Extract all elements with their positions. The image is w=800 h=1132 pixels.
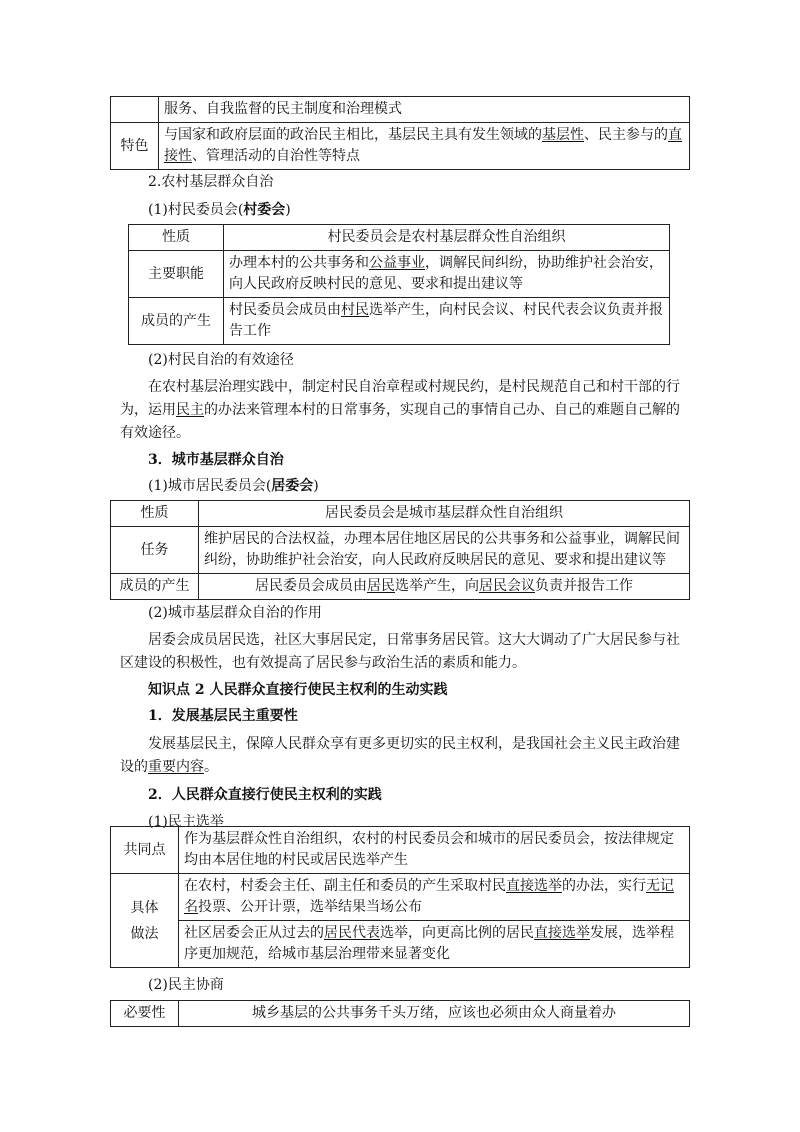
table-row xyxy=(111,97,690,123)
table-row xyxy=(111,874,690,921)
table-row xyxy=(111,827,690,874)
underlined-term: 基层性 xyxy=(542,127,584,143)
table-row xyxy=(129,225,670,251)
text-fragment: 、管理活动的自治性等特点 xyxy=(192,148,360,164)
row-label: 必要性 xyxy=(111,1001,179,1027)
row-label: 成员的产生 xyxy=(111,574,199,600)
subsection-heading xyxy=(148,476,319,496)
paragraph xyxy=(120,376,680,445)
table-row xyxy=(129,298,670,345)
text-fragment: 办理本村的公共事务和 xyxy=(229,255,369,271)
bold-term: 村委会 xyxy=(243,202,286,218)
underlined-term: 居民 xyxy=(367,578,395,594)
text-fragment: 发展基层民主，保障人民群众享有更多更切实的民主权利，是我国社会主义民主政治建设的 xyxy=(120,736,680,775)
underlined-term: 村民 xyxy=(341,302,369,318)
text-fragment: 社区居委会正从过去的 xyxy=(184,925,324,941)
table-cell xyxy=(179,921,690,968)
section-heading: 1．发展基层民主重要性 xyxy=(148,708,298,724)
section-heading: 2．人民群众直接行使民主权利的实践 xyxy=(148,787,382,803)
subsection-heading: (1)民主选举 xyxy=(148,814,224,830)
text-fragment: 投票、公开计票，选举结果当场公布 xyxy=(198,899,422,915)
row-label: 性质 xyxy=(129,225,224,251)
text-fragment: ) xyxy=(313,478,319,494)
village-committee-table xyxy=(128,224,670,345)
bold-term: 居委会 xyxy=(271,478,314,494)
text-fragment: (1)村民委员会( xyxy=(148,202,244,218)
text-fragment: (1)城市居民委员会( xyxy=(148,478,272,494)
paragraph xyxy=(120,733,680,779)
table-cell xyxy=(224,251,670,298)
section-heading: 3．城市基层群众自治 xyxy=(148,452,284,468)
underlined-term: 居民会议 xyxy=(479,578,535,594)
text-fragment: 的办法来管理本村的日常事务，实现自己的事情自己办、自己的难题自己解的有效途径。 xyxy=(120,402,680,441)
table-row xyxy=(111,123,690,170)
text-fragment: 村民委员会成员由 xyxy=(229,302,341,318)
table-cell xyxy=(179,874,690,921)
underlined-term: 直接性 xyxy=(164,127,682,164)
table-row xyxy=(111,527,690,574)
text-fragment: 负责并报告工作 xyxy=(535,578,633,594)
table-cell xyxy=(224,298,670,345)
text-fragment: 、民主参与的 xyxy=(584,127,668,143)
row-label xyxy=(111,874,179,968)
underlined-term: 重要内容 xyxy=(148,759,204,775)
section-heading: 2.农村基层群众自治 xyxy=(148,174,274,190)
subsection-heading xyxy=(148,200,291,220)
text-fragment: 做法 xyxy=(130,925,159,942)
subsection-heading: (2)村民自治的有效途径 xyxy=(148,352,294,368)
text-fragment: 具体 xyxy=(130,899,159,916)
row-label: 特色 xyxy=(111,123,159,170)
text-fragment: 居民委员会成员由 xyxy=(255,578,367,594)
underlined-term: 公益事业 xyxy=(369,255,425,271)
text-fragment: ，调解民间纠纷，协助维护社会治安，向人民政府反映村民的意见、要求和提出建议等 xyxy=(229,255,663,292)
democratic-election-table xyxy=(110,826,690,968)
text-fragment: 选举产生，向 xyxy=(395,578,479,594)
underlined-term: 直接选举 xyxy=(506,878,562,894)
text-fragment: 与国家和政府层面的政治民主相比，基层民主具有发生领域的 xyxy=(164,127,542,143)
underlined-term: 民主 xyxy=(176,402,204,418)
text-fragment: 的办法，实行 xyxy=(562,878,646,894)
paragraph: 居委会成员居民选，社区大事居民定，日常事务居民管。这大大调动了广大居民参与社区建设的积极性，也有效提高了居民参与政治生活的素质和能力。 xyxy=(120,632,680,671)
table-row xyxy=(111,921,690,968)
row-label: 主要职能 xyxy=(129,251,224,298)
text-fragment: 选举产生，向村民会议、村民代表会议负责并报告工作 xyxy=(229,302,663,339)
residents-committee-table xyxy=(110,500,690,600)
table-cell xyxy=(159,123,690,170)
top-table xyxy=(110,96,690,170)
text-fragment: 在农村，村委会主任、副主任和委员的产生采取村民 xyxy=(184,878,506,894)
row-label: 任务 xyxy=(111,527,199,574)
text-fragment: ) xyxy=(285,202,291,218)
subsection-heading: (2)城市基层群众自治的作用 xyxy=(148,605,322,621)
table-cell: 村民委员会是农村基层群众性自治组织 xyxy=(224,225,670,251)
underlined-term: 无记名 xyxy=(184,878,674,915)
table-cell: 维护居民的合法权益，办理本居住地区居民的公共事务和公益事业，调解民间纠纷，协助维护社会治安，向人民政府反映居民的意见、要求和提出建议等 xyxy=(199,527,690,574)
table-cell: 居民委员会是城市基层群众性自治组织 xyxy=(199,501,690,527)
underlined-term: 直接选举 xyxy=(534,925,590,941)
table-cell xyxy=(111,97,159,123)
text-fragment: 在农村基层治理实践中，制定村民自治章程或村规民约，是村民规范自己和村干部的行为，运用 xyxy=(120,379,680,418)
table-row xyxy=(129,251,670,298)
table-cell xyxy=(199,574,690,600)
table-row xyxy=(111,501,690,527)
text-fragment: 。 xyxy=(204,759,218,775)
table-cell: 城乡基层的公共事务千头万绪，应该也必须由众人商量着办 xyxy=(179,1001,690,1027)
table-row xyxy=(111,574,690,600)
subsection-heading: (2)民主协商 xyxy=(148,977,224,993)
table-cell: 服务、自我监督的民主制度和治理模式 xyxy=(159,97,690,123)
row-label: 成员的产生 xyxy=(129,298,224,345)
row-label: 共同点 xyxy=(111,827,179,874)
row-label: 性质 xyxy=(111,501,199,527)
text-fragment: 发展，选举程序更加规范，给城市基层治理带来显著变化 xyxy=(184,925,674,962)
knowledge-point-heading: 知识点 2 人民群众直接行使民主权利的生动实践 xyxy=(148,682,448,698)
text-fragment: 选举，向更高比例的居民 xyxy=(380,925,534,941)
table-cell: 作为基层群众性自治组织，农村的村民委员会和城市的居民委员会，按法律规定均由本居住地的村民或居民选举产生 xyxy=(179,827,690,874)
table-row xyxy=(111,1001,690,1027)
underlined-term: 居民代表 xyxy=(324,925,380,941)
democratic-consultation-table xyxy=(110,1000,690,1027)
